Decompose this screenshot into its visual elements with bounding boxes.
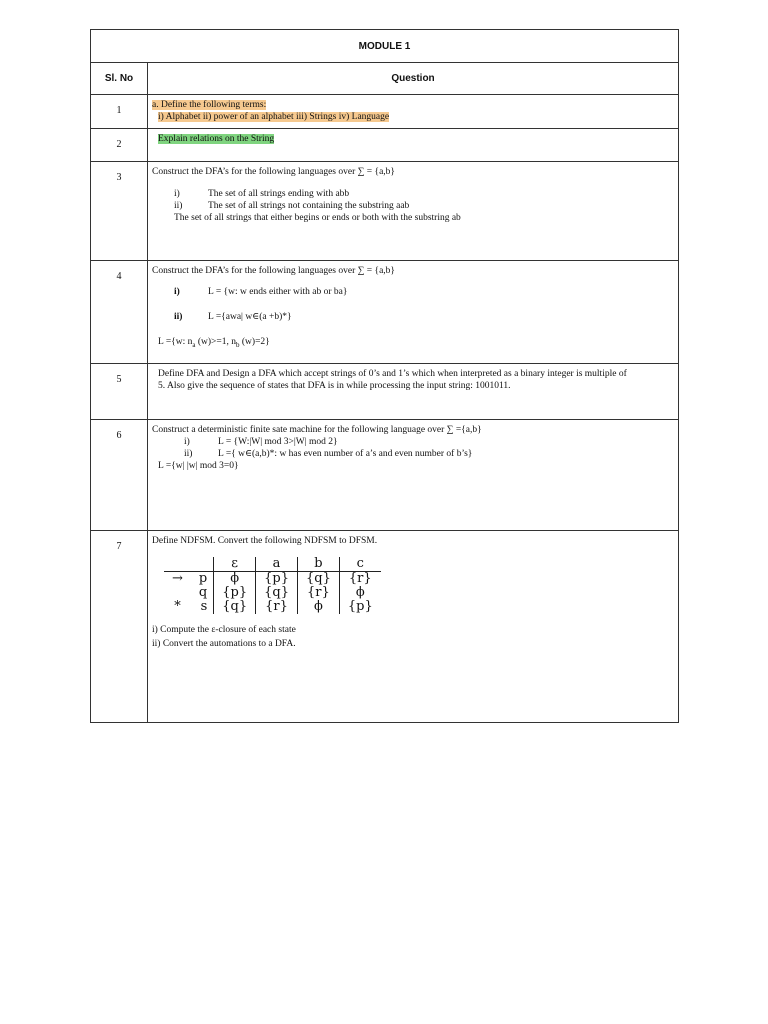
question-text: 5. Also give the sequence of states that DFA is in while processing the input string: 1001011. — [158, 381, 511, 391]
sl-no-cell: 4 — [91, 261, 148, 364]
question-cell — [148, 162, 679, 261]
question-text: Construct the DFA’s for the following languages over ∑ = {a,b} — [152, 167, 395, 177]
list-item: i) L = {w: w ends either with ab or ba} — [174, 287, 348, 297]
transition-row: → p ϕ {p} {q} {r} — [164, 572, 381, 587]
table-row — [91, 129, 679, 162]
symbol-header: b — [297, 557, 339, 572]
list-item: i) The set of all strings ending with abb — [174, 189, 350, 199]
question-text: The set of all strings that either begins or ends or both with the substring ab — [174, 213, 461, 223]
question-text: Construct the DFA’s for the following languages over ∑ = {a,b} — [152, 266, 395, 276]
list-item: ii) L ={awa| w∈(a +b)*} — [174, 312, 292, 322]
table-row — [91, 95, 679, 129]
state-label: s — [191, 600, 214, 614]
question-cell — [148, 420, 679, 531]
start-arrow-icon: → — [172, 571, 183, 586]
highlighted-text: Explain relations on the String — [158, 134, 275, 144]
question-table — [90, 29, 679, 723]
question-cell — [148, 129, 679, 162]
sl-no-cell: 7 — [91, 531, 148, 723]
question-text: ii) Convert the automations to a DFA. — [152, 639, 296, 649]
highlighted-text: a. Define the following terms: — [152, 100, 267, 110]
list-item: i) L = {W:|W| mod 3>|W| mod 2} — [184, 437, 338, 447]
table-row — [91, 162, 679, 261]
question-text: i) Compute the ε-closure of each state — [152, 625, 296, 635]
question-text: L ={w| |w| mod 3=0} — [158, 461, 239, 471]
table-row — [91, 531, 679, 723]
transition-row: q {p} {q} {r} ϕ — [164, 586, 381, 600]
symbol-header: ε — [214, 557, 256, 572]
final-state-marker-icon: * — [174, 599, 181, 614]
symbol-header: a — [256, 557, 298, 572]
table-row — [91, 261, 679, 364]
sl-no-cell: 1 — [91, 95, 148, 129]
state-label: q — [191, 586, 214, 600]
sl-no-cell: 3 — [91, 162, 148, 261]
col-header-sl-no: Sl. No — [91, 63, 148, 95]
table-row — [91, 420, 679, 531]
symbol-header: c — [339, 557, 380, 572]
question-cell — [148, 95, 679, 129]
question-text: Define NDFSM. Convert the following NDFSM to DFSM. — [152, 536, 378, 546]
transition-row: * s {q} {r} ϕ {p} — [164, 600, 381, 614]
sl-no-cell: 6 — [91, 420, 148, 531]
title-row — [91, 30, 679, 63]
question-cell — [148, 364, 679, 420]
list-item: ii) The set of all strings not containing the substring aab — [174, 201, 410, 211]
transition-header-row — [164, 557, 381, 572]
list-item: ii) L ={ w∈(a,b)*: w has even number of a’s and even number of b’s} — [184, 449, 473, 459]
state-label: p — [191, 572, 214, 587]
question-text: L ={w: $n_a$ (w)>=1, $n_b$ (w)=2} — [158, 337, 270, 349]
header-row — [91, 63, 679, 95]
highlighted-text: i) Alphabet ii) power of an alphabet iii) Strings iv) Language — [158, 112, 390, 122]
question-text: Define DFA and Design a DFA which accept strings of 0’s and 1’s which when interpreted as a binary integer is multiple of — [158, 369, 627, 379]
module-title: MODULE 1 — [91, 30, 679, 63]
question-text: Construct a deterministic finite sate machine for the following language over ∑ ={a,b} — [152, 425, 482, 435]
question-cell — [148, 531, 679, 723]
table-row — [91, 364, 679, 420]
sl-no-cell: 2 — [91, 129, 148, 162]
col-header-question: Question — [148, 63, 679, 95]
ndfsm-transition-table — [164, 557, 381, 614]
question-cell — [148, 261, 679, 364]
sl-no-cell: 5 — [91, 364, 148, 420]
